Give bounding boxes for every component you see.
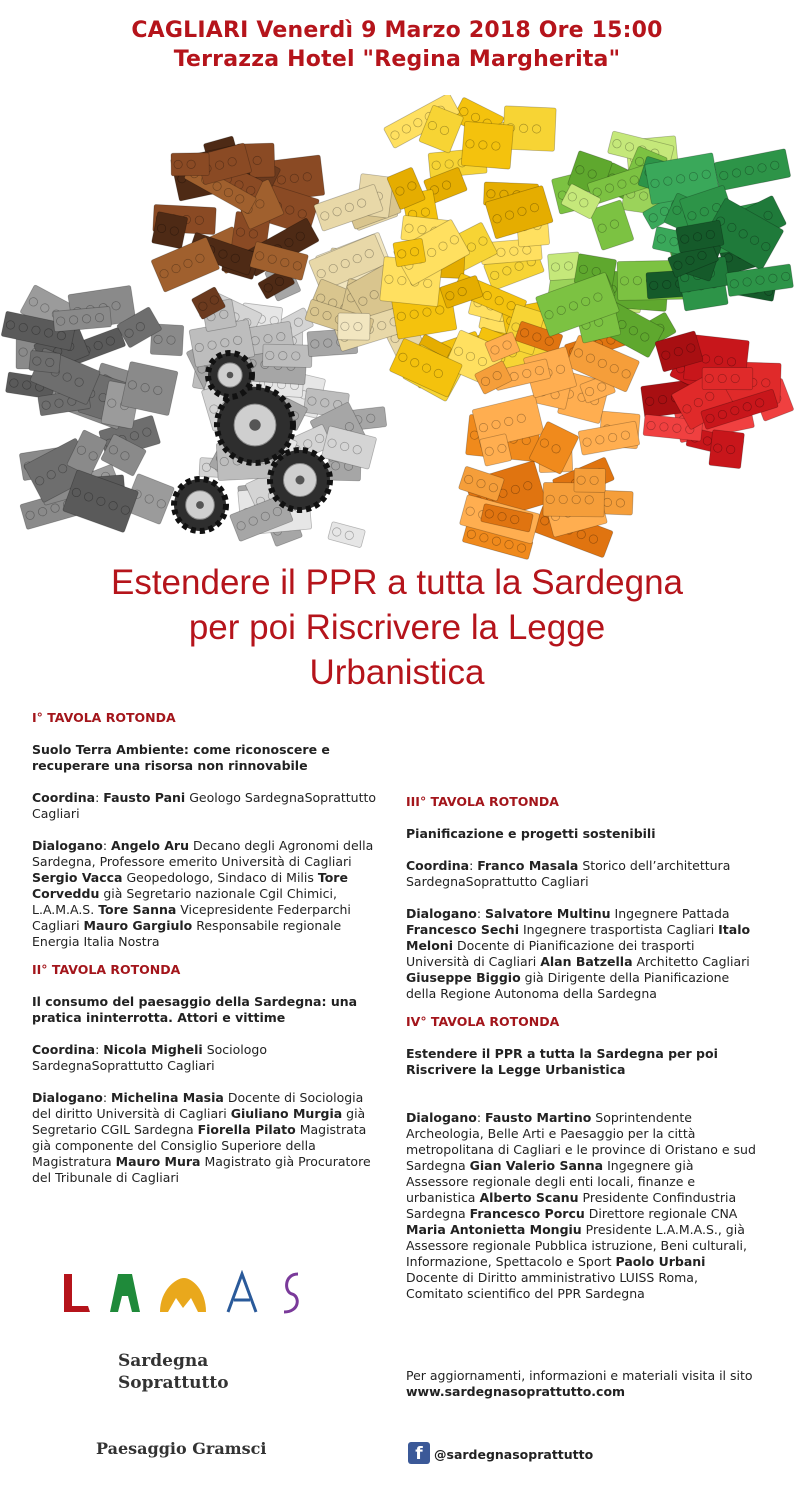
brick: [171, 153, 209, 176]
brick: [578, 421, 640, 455]
brick: [393, 238, 426, 267]
info-text: Per aggiornamenti, informazioni e materiali visita il sito www.sardegnasoprattutto.com: [406, 1368, 753, 1399]
round-table-1-topic: Suolo Terra Ambiente: come riconoscere e recuperare una risorsa non rinnovabile: [32, 742, 330, 773]
org-paesaggio-gramsci: Paesaggio Gramsci: [96, 1439, 267, 1458]
brick: [461, 121, 513, 169]
title-line-1: Estendere il PPR a tutta la Sardegna: [110, 563, 683, 602]
left-column: [32, 710, 382, 1202]
website-link[interactable]: www.sardegnasoprattutto.com: [406, 1384, 626, 1399]
gear-piece: [174, 479, 226, 531]
brick: [263, 344, 313, 368]
brick: [62, 470, 138, 533]
facebook-icon[interactable]: f: [408, 1442, 430, 1464]
bricks-hero-image: [0, 95, 794, 565]
facebook-handle[interactable]: @sardegnasoprattutto: [434, 1447, 594, 1462]
round-table-1-speakers: Dialogano: Angelo Aru Decano degli Agronomi della Sardegna, Professore emerito Università di Cagliari Sergio Vacca Geopedologo, Sindaco di Milis Tore Corveddu già Segretario nazionale Cgil Chimici, L.A.M.A.S. Tore Sanna Vicepresidente Federparchi Cagliari Mauro Gargiulo Responsabile regionale Energia Italia Nostra: [32, 838, 374, 949]
gear-piece: [208, 353, 252, 397]
brick: [714, 149, 791, 191]
main-title: [40, 560, 754, 695]
brick: [121, 361, 178, 415]
brick: [151, 237, 220, 293]
right-column: [406, 794, 758, 1318]
round-table-3-heading: III° TAVOLA ROTONDA: [406, 794, 559, 809]
round-table-4-heading: IV° TAVOLA ROTONDA: [406, 1014, 560, 1029]
round-table-3-speakers: Dialogano: Salvatore Multinu Ingegnere Pattada Francesco Sechi Ingegnere trasportista Cagliari Italo Meloni Docente di Pianificazione dei trasporti Università di Cagliari Alan Batzella Architetto Cagliari Giuseppe Biggio già Dirigente della Pianificazione della Regione Autonoma della Sardegna: [406, 906, 751, 1001]
brick: [574, 468, 606, 492]
event-venue: Terrazza Hotel "Regina Margherita": [173, 47, 621, 72]
round-table-2-heading: II° TAVOLA ROTONDA: [32, 962, 181, 977]
round-table-4-topic: Estendere il PPR a tutta la Sardegna per poi Riscrivere la Legge Urbanistica: [406, 1046, 718, 1077]
brick: [702, 367, 753, 389]
round-table-4-speakers: Dialogano: Fausto Martino Soprintendente Archeologia, Belle Arti e Paesaggio per la città metropolitana di Cagliari e le province di Oristano e sud Sardegna Gian Valerio Sanna Ingegnere già Assessore regionale degli enti locali, finanze e urbanistica Alberto Scanu Presidente Confindustria Sardegna Francesco Porcu Direttore regionale CNA Maria Antonietta Mongiu Presidente L.A.M.A.S., già Assessore regionale Pubblica istruzione, Beni culturali, Informazione, Spettacolo e Sport Paolo Urbani Docente di Diritto amministrativo LUISS Roma, Comitato scientifico del PPR Sardegna: [406, 1110, 756, 1301]
brick: [479, 434, 511, 467]
round-table-3-topic: Pianificazione e progetti sostenibili: [406, 826, 656, 841]
round-table-3-coordinator: Coordina: Franco Masala Storico dell’architettura SardegnaSoprattutto Cagliari: [406, 858, 731, 889]
round-table-2-topic: Il consumo del paesaggio della Sardegna: una pratica ininterrotta. Attori e vittime: [32, 994, 358, 1025]
gear-piece: [217, 387, 293, 463]
round-table-2-speakers: Dialogano: Michelina Masia Docente di Sociologia del diritto Università di Cagliari Giuliano Murgia già Segretario CGIL Sardegna Fiorella Pilato Magistrata già componente del Consiglio Superiore della Magistratura Mauro Mura Magistrato già Procuratore del Tribunale di Cagliari: [32, 1090, 371, 1185]
brick: [338, 313, 370, 340]
gear-piece: [270, 450, 330, 510]
round-table-2-coordinator: Coordina: Nicola Migheli Sociologo SardegnaSoprattutto Cagliari: [32, 1042, 267, 1073]
brick: [151, 211, 187, 248]
brick: [709, 430, 745, 469]
title-line-3: Urbanistica: [309, 653, 485, 692]
lamas-logo: [60, 1270, 310, 1315]
title-line-2: per poi Riscrivere la Legge: [188, 608, 606, 647]
round-table-1-coordinator: Coordina: Fausto Pani Geologo SardegnaSoprattutto Cagliari: [32, 790, 377, 821]
event-date-time: CAGLIARI Venerdì 9 Marzo 2018 Ore 15:00: [131, 18, 663, 43]
brick: [328, 521, 366, 547]
brick: [29, 350, 61, 373]
round-table-1-heading: I° TAVOLA ROTONDA: [32, 710, 176, 725]
org-sardegna-soprattutto: Sardegna Soprattutto: [118, 1351, 229, 1393]
